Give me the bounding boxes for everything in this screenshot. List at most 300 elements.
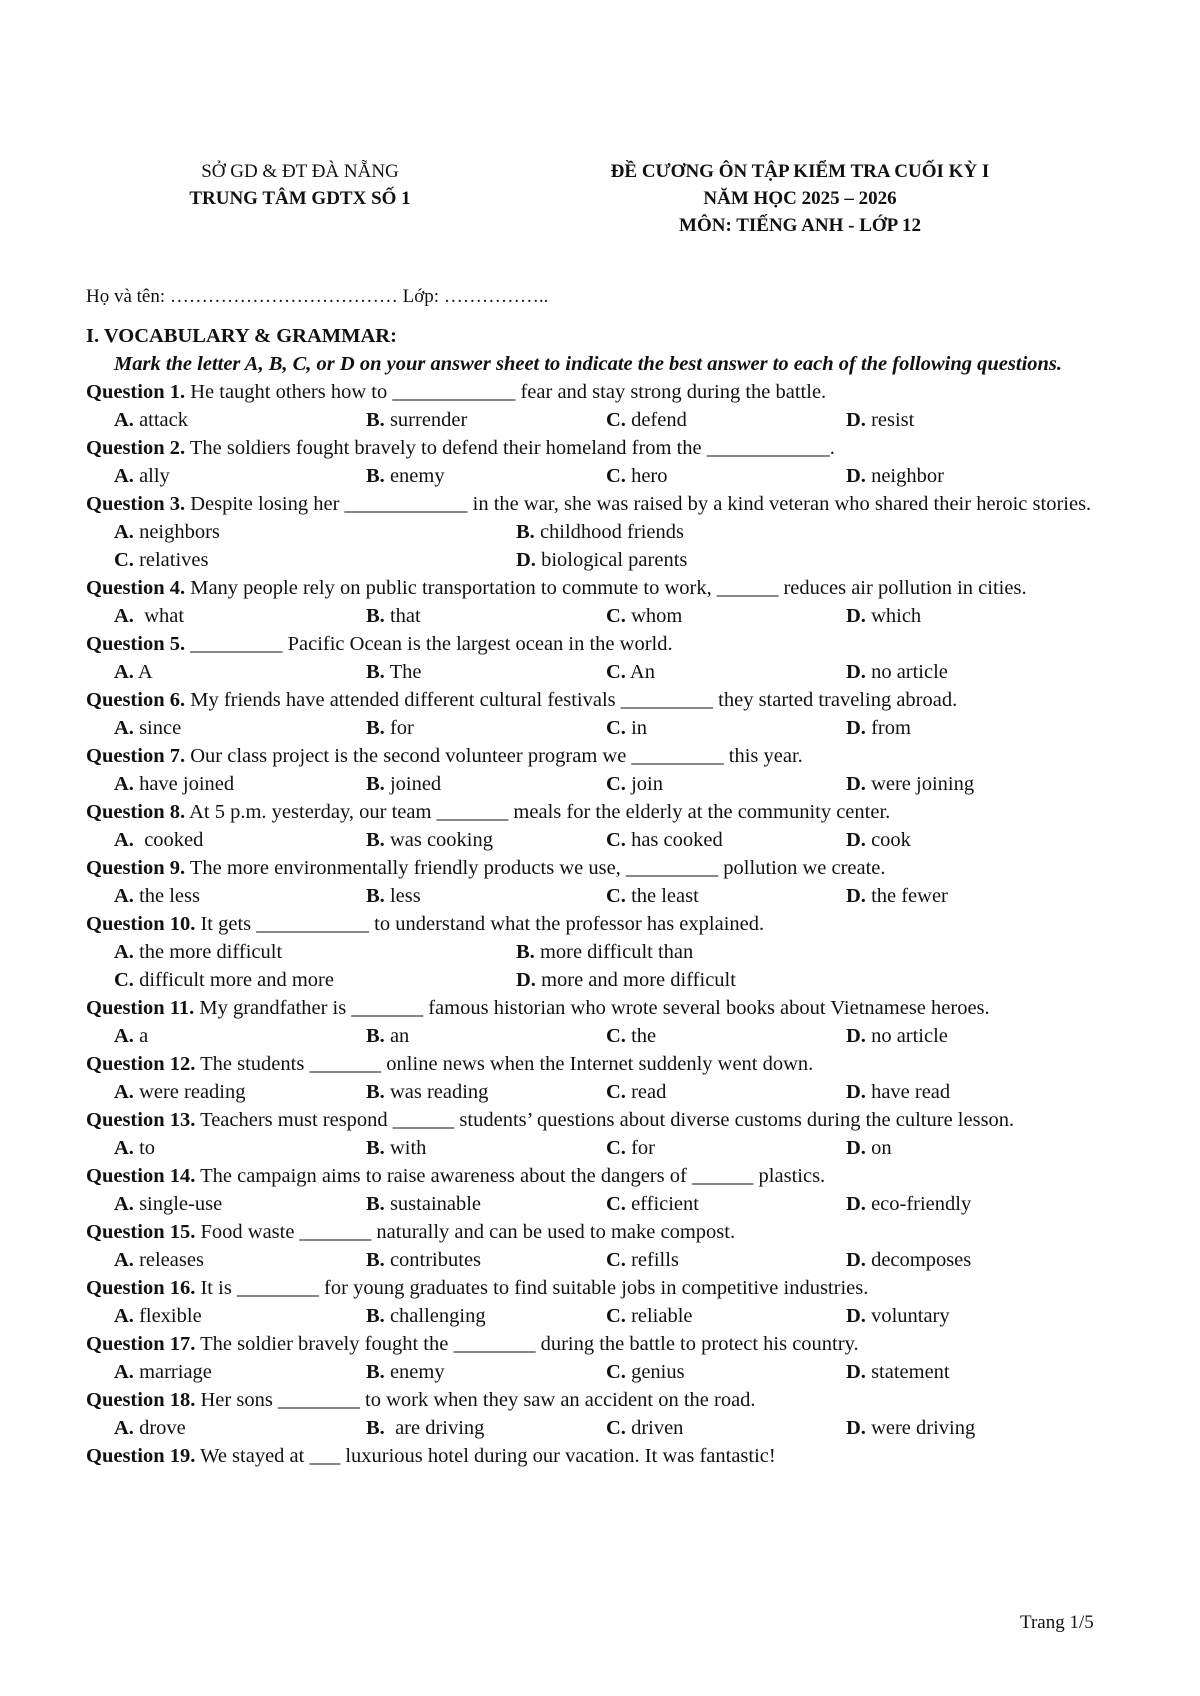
option-text: are driving: [384, 1417, 485, 1439]
option-text: driven: [625, 1417, 684, 1439]
option-text: A: [133, 661, 153, 683]
option-letter: B.: [366, 717, 385, 739]
option-letter: C.: [606, 1249, 626, 1271]
answer-option: [606, 770, 663, 798]
question-label: Question 17.: [86, 1333, 196, 1355]
question-text: The campaign aims to raise awareness about the dangers of ______ plastics.: [195, 1165, 826, 1187]
option-letter: A.: [114, 1417, 134, 1439]
answer-option: [114, 406, 188, 434]
option-text: no article: [865, 1025, 948, 1047]
option-text: surrender: [384, 409, 468, 431]
option-letter: D.: [846, 465, 866, 487]
option-letter: B.: [516, 941, 535, 963]
options-row: [86, 518, 1126, 546]
question-item: [86, 1274, 1126, 1302]
question-text: _________ Pacific Ocean is the largest ocean in the world.: [185, 633, 673, 655]
options-row: [86, 1246, 1126, 1274]
option-letter: C.: [606, 1137, 626, 1159]
options-row: [86, 602, 1126, 630]
options-row: [86, 1358, 1126, 1386]
section-title: I. VOCABULARY & GRAMMAR:: [86, 325, 397, 347]
option-letter: A.: [114, 1305, 134, 1327]
option-text: biological parents: [535, 549, 688, 571]
option-text: to: [133, 1137, 156, 1159]
answer-option: [366, 1246, 481, 1274]
option-letter: D.: [846, 661, 866, 683]
question-item: [86, 490, 1126, 518]
option-letter: D.: [846, 885, 866, 907]
answer-option: [366, 826, 493, 854]
question-text: The soldier bravely fought the ________ during the battle to protect his country.: [195, 1333, 859, 1355]
options-row: [86, 1302, 1126, 1330]
answer-option: [366, 770, 441, 798]
option-letter: C.: [606, 1417, 626, 1439]
question-label: Question 9.: [86, 857, 186, 879]
answer-option: [846, 1078, 950, 1106]
question-item: [86, 910, 1126, 938]
options-row: [86, 770, 1126, 798]
question-text: It is ________ for young graduates to find suitable jobs in competitive industries.: [195, 1277, 869, 1299]
option-letter: A.: [114, 773, 134, 795]
answer-option: [114, 826, 203, 854]
question-item: [86, 854, 1126, 882]
answer-option: [606, 406, 687, 434]
question-label: Question 2.: [86, 437, 186, 459]
answer-option: [366, 1358, 445, 1386]
option-letter: D.: [846, 1081, 866, 1103]
option-text: childhood friends: [534, 521, 684, 543]
options-row: [86, 826, 1126, 854]
options-row: [86, 462, 1126, 490]
option-text: cook: [865, 829, 911, 851]
question-item: [86, 1218, 1126, 1246]
question-item: [86, 994, 1126, 1022]
student-info-line: Họ và tên: ……………………………… Lớp: ……………..: [86, 286, 549, 307]
option-letter: A.: [114, 1193, 134, 1215]
option-letter: C.: [606, 661, 626, 683]
answer-option: [366, 1022, 409, 1050]
question-item: [86, 1442, 1126, 1470]
option-text: an: [384, 1025, 410, 1047]
option-text: neighbor: [865, 465, 944, 487]
option-text: eco-friendly: [865, 1193, 972, 1215]
option-text: for: [625, 1137, 655, 1159]
answer-option: [606, 602, 682, 630]
answer-option: [114, 1302, 202, 1330]
question-label: Question 7.: [86, 745, 186, 767]
option-letter: D.: [846, 1249, 866, 1271]
question-label: Question 8.: [86, 801, 186, 823]
question-label: Question 19.: [86, 1445, 196, 1467]
option-text: enemy: [384, 465, 445, 487]
option-text: flexible: [133, 1305, 202, 1327]
answer-option: [846, 1022, 948, 1050]
option-text: attack: [133, 409, 189, 431]
option-letter: C.: [114, 969, 134, 991]
option-text: on: [865, 1137, 892, 1159]
option-text: the fewer: [865, 885, 948, 907]
answer-option: [846, 1414, 975, 1442]
question-item: [86, 1330, 1126, 1358]
question-item: [86, 1386, 1126, 1414]
options-row: [86, 966, 1126, 994]
option-letter: A.: [114, 717, 134, 739]
question-text: The students _______ online news when the Internet suddenly went down.: [195, 1053, 814, 1075]
option-text: for: [384, 717, 414, 739]
options-row: [86, 406, 1126, 434]
answer-option: [114, 714, 181, 742]
answer-option: [516, 966, 736, 994]
answer-option: [846, 714, 911, 742]
option-text: An: [625, 661, 655, 683]
question-text: Many people rely on public transportation to commute to work, ______ reduces air pollution in cities.: [185, 577, 1027, 599]
option-text: The: [384, 661, 422, 683]
question-text: It gets ___________ to understand what the professor has explained.: [195, 913, 765, 935]
answer-option: [114, 770, 234, 798]
answer-option: [366, 406, 467, 434]
option-letter: D.: [516, 969, 536, 991]
option-letter: B.: [366, 1417, 385, 1439]
subject-line: MÔN: TIẾNG ANH - LỚP 12: [679, 215, 921, 236]
option-letter: D.: [846, 409, 866, 431]
options-row: [86, 658, 1126, 686]
answer-option: [846, 770, 974, 798]
question-item: [86, 378, 1126, 406]
option-letter: D.: [846, 1193, 866, 1215]
question-text: The soldiers fought bravely to defend their homeland from the ____________.: [185, 437, 835, 459]
question-label: Question 18.: [86, 1389, 196, 1411]
question-item: [86, 1106, 1126, 1134]
option-text: a: [133, 1025, 149, 1047]
answer-option: [606, 1302, 693, 1330]
question-label: Question 3.: [86, 493, 186, 515]
question-text: Her sons ________ to work when they saw an accident on the road.: [195, 1389, 756, 1411]
option-letter: D.: [846, 1361, 866, 1383]
option-text: reliable: [625, 1305, 693, 1327]
question-item: [86, 798, 1126, 826]
question-text: He taught others how to ____________ fear and stay strong during the battle.: [185, 381, 827, 403]
option-text: has cooked: [625, 829, 723, 851]
header-left: [110, 158, 490, 212]
option-text: resist: [865, 409, 915, 431]
option-letter: D.: [846, 605, 866, 627]
option-text: join: [625, 773, 663, 795]
option-letter: A.: [114, 521, 134, 543]
answer-option: [606, 826, 723, 854]
option-text: efficient: [625, 1193, 699, 1215]
option-letter: A.: [114, 605, 134, 627]
option-text: genius: [625, 1361, 685, 1383]
option-text: have read: [865, 1081, 951, 1103]
option-letter: B.: [366, 465, 385, 487]
option-text: decomposes: [865, 1249, 972, 1271]
page-number: Trang 1/5: [1020, 1612, 1094, 1633]
answer-option: [606, 1414, 683, 1442]
option-letter: A.: [114, 1025, 134, 1047]
question-label: Question 16.: [86, 1277, 196, 1299]
option-text: marriage: [133, 1361, 212, 1383]
answer-option: [516, 938, 693, 966]
option-text: since: [133, 717, 182, 739]
question-label: Question 14.: [86, 1165, 196, 1187]
option-letter: A.: [114, 1361, 134, 1383]
school-name: TRUNG TÂM GDTX SỐ 1: [189, 188, 411, 209]
answer-option: [114, 1134, 155, 1162]
option-letter: D.: [846, 1025, 866, 1047]
option-letter: C.: [606, 717, 626, 739]
question-text: Teachers must respond ______ students’ questions about diverse customs during the culture lesson.: [195, 1109, 1015, 1131]
option-letter: C.: [606, 465, 626, 487]
answer-option: [606, 1134, 655, 1162]
option-letter: A.: [114, 409, 134, 431]
option-text: ally: [133, 465, 170, 487]
options-row: [86, 938, 1126, 966]
answer-option: [846, 1358, 950, 1386]
option-text: the: [625, 1025, 657, 1047]
question-item: [86, 686, 1126, 714]
option-letter: D.: [516, 549, 536, 571]
option-text: were reading: [133, 1081, 246, 1103]
option-text: the more difficult: [133, 941, 283, 963]
option-text: statement: [865, 1361, 950, 1383]
answer-option: [114, 938, 282, 966]
answer-option: [366, 602, 421, 630]
option-letter: C.: [606, 605, 626, 627]
option-text: defend: [625, 409, 687, 431]
answer-option: [114, 518, 220, 546]
option-letter: C.: [606, 1025, 626, 1047]
option-letter: C.: [606, 885, 626, 907]
answer-option: [846, 462, 944, 490]
question-label: Question 11.: [86, 997, 195, 1019]
option-letter: C.: [606, 1081, 626, 1103]
option-letter: D.: [846, 773, 866, 795]
option-text: from: [865, 717, 911, 739]
options-row: [86, 1078, 1126, 1106]
option-letter: C.: [606, 1361, 626, 1383]
option-letter: C.: [606, 1193, 626, 1215]
option-letter: A.: [114, 465, 134, 487]
question-label: Question 5.: [86, 633, 186, 655]
answer-option: [114, 602, 184, 630]
answer-option: [366, 1414, 484, 1442]
option-letter: C.: [606, 829, 626, 851]
option-text: was cooking: [384, 829, 493, 851]
option-text: difficult more and more: [133, 969, 334, 991]
option-letter: B.: [366, 1305, 385, 1327]
answer-option: [114, 1022, 148, 1050]
option-text: relatives: [133, 549, 209, 571]
question-label: Question 6.: [86, 689, 186, 711]
option-text: joined: [384, 773, 442, 795]
answer-option: [846, 658, 948, 686]
question-item: [86, 434, 1126, 462]
answer-option: [606, 1190, 699, 1218]
question-label: Question 10.: [86, 913, 196, 935]
question-text: Despite losing her ____________ in the war, she was raised by a kind veteran who shared their heroic stories.: [185, 493, 1092, 515]
question-item: [86, 630, 1126, 658]
option-text: what: [133, 605, 185, 627]
answer-option: [114, 1414, 186, 1442]
question-text: Our class project is the second volunteer program we _________ this year.: [185, 745, 803, 767]
question-item: [86, 742, 1126, 770]
answer-option: [114, 882, 200, 910]
question-label: Question 1.: [86, 381, 186, 403]
option-letter: A.: [114, 829, 134, 851]
option-text: releases: [133, 1249, 204, 1271]
answer-option: [846, 1190, 971, 1218]
answer-option: [606, 462, 668, 490]
answer-option: [114, 658, 153, 686]
question-item: [86, 1050, 1126, 1078]
answer-option: [606, 658, 655, 686]
option-letter: B.: [366, 661, 385, 683]
option-text: read: [625, 1081, 667, 1103]
option-text: was reading: [384, 1081, 489, 1103]
option-letter: B.: [516, 521, 535, 543]
option-letter: B.: [366, 409, 385, 431]
option-letter: B.: [366, 1193, 385, 1215]
answer-option: [366, 658, 421, 686]
answer-option: [366, 462, 445, 490]
option-text: enemy: [384, 1361, 445, 1383]
options-row: [86, 882, 1126, 910]
option-letter: A.: [114, 941, 134, 963]
document-title: ĐỀ CƯƠNG ÔN TẬP KIỂM TRA CUỐI KỲ I: [610, 161, 990, 182]
header-right: [520, 158, 1080, 239]
question-label: Question 13.: [86, 1109, 196, 1131]
option-text: refills: [625, 1249, 679, 1271]
option-letter: D.: [846, 1417, 866, 1439]
answer-option: [366, 1134, 426, 1162]
option-text: challenging: [384, 1305, 486, 1327]
question-list: [86, 378, 1126, 1470]
question-item: [86, 574, 1126, 602]
option-text: in: [625, 717, 648, 739]
option-text: single-use: [133, 1193, 223, 1215]
option-letter: A.: [114, 661, 134, 683]
option-text: voluntary: [865, 1305, 950, 1327]
option-letter: B.: [366, 1361, 385, 1383]
option-text: hero: [625, 465, 668, 487]
answer-option: [606, 714, 647, 742]
question-text: We stayed at ___ luxurious hotel during our vacation. It was fantastic!: [195, 1445, 776, 1467]
question-label: Question 4.: [86, 577, 186, 599]
option-letter: A.: [114, 1137, 134, 1159]
option-text: more and more difficult: [535, 969, 736, 991]
option-text: whom: [625, 605, 683, 627]
option-letter: D.: [846, 829, 866, 851]
option-text: the less: [133, 885, 200, 907]
question-content: [86, 322, 1126, 1470]
answer-option: [114, 966, 334, 994]
option-letter: A.: [114, 885, 134, 907]
answer-option: [846, 826, 911, 854]
option-text: contributes: [384, 1249, 482, 1271]
option-text: no article: [865, 661, 948, 683]
options-row: [86, 546, 1126, 574]
answer-option: [846, 1302, 950, 1330]
option-letter: B.: [366, 829, 385, 851]
answer-option: [366, 1302, 486, 1330]
option-letter: B.: [366, 605, 385, 627]
option-letter: A.: [114, 1081, 134, 1103]
answer-option: [606, 1022, 656, 1050]
option-letter: B.: [366, 885, 385, 907]
instruction-text: Mark the letter A, B, C, or D on your answer sheet to indicate the best answer to each of the following questions.: [114, 353, 1063, 375]
answer-option: [114, 1078, 246, 1106]
answer-option: [846, 1246, 971, 1274]
option-letter: A.: [114, 1249, 134, 1271]
option-text: with: [384, 1137, 427, 1159]
answer-option: [516, 546, 687, 574]
options-row: [86, 1134, 1126, 1162]
options-row: [86, 1414, 1126, 1442]
question-text: My friends have attended different cultural festivals _________ they started traveling abroad.: [185, 689, 958, 711]
option-text: which: [865, 605, 922, 627]
option-text: less: [384, 885, 421, 907]
option-letter: C.: [606, 1305, 626, 1327]
option-letter: B.: [366, 1025, 385, 1047]
answer-option: [846, 882, 948, 910]
question-text: My grandfather is _______ famous historian who wrote several books about Vietnamese heroes.: [194, 997, 990, 1019]
option-letter: C.: [606, 409, 626, 431]
options-row: [86, 714, 1126, 742]
answer-option: [846, 1134, 892, 1162]
option-letter: D.: [846, 1305, 866, 1327]
option-text: drove: [133, 1417, 186, 1439]
department-name: SỞ GD & ĐT ĐÀ NẴNG: [201, 161, 399, 182]
option-text: were joining: [865, 773, 975, 795]
option-text: that: [384, 605, 421, 627]
answer-option: [606, 1358, 685, 1386]
options-row: [86, 1190, 1126, 1218]
question-text: The more environmentally friendly products we use, _________ pollution we create.: [185, 857, 886, 879]
answer-option: [366, 1078, 488, 1106]
answer-option: [366, 882, 421, 910]
answer-option: [114, 546, 209, 574]
answer-option: [606, 1246, 679, 1274]
option-text: were driving: [865, 1417, 976, 1439]
answer-option: [606, 1078, 666, 1106]
answer-option: [516, 518, 684, 546]
option-letter: D.: [846, 1137, 866, 1159]
option-text: the least: [625, 885, 699, 907]
answer-option: [114, 1190, 222, 1218]
question-text: At 5 p.m. yesterday, our team _______ meals for the elderly at the community center.: [185, 801, 891, 823]
answer-option: [846, 406, 914, 434]
option-text: more difficult than: [534, 941, 694, 963]
option-letter: C.: [114, 549, 134, 571]
option-letter: C.: [606, 773, 626, 795]
option-text: neighbors: [133, 521, 220, 543]
option-letter: D.: [846, 717, 866, 739]
answer-option: [114, 1246, 204, 1274]
option-letter: B.: [366, 1249, 385, 1271]
question-item: [86, 1162, 1126, 1190]
option-letter: B.: [366, 773, 385, 795]
question-text: Food waste _______ naturally and can be used to make compost.: [195, 1221, 736, 1243]
answer-option: [114, 1358, 212, 1386]
options-row: [86, 1022, 1126, 1050]
option-text: sustainable: [384, 1193, 482, 1215]
answer-option: [114, 462, 170, 490]
option-letter: B.: [366, 1081, 385, 1103]
answer-option: [366, 1190, 481, 1218]
school-year: NĂM HỌC 2025 – 2026: [703, 188, 897, 209]
answer-option: [846, 602, 921, 630]
option-letter: B.: [366, 1137, 385, 1159]
